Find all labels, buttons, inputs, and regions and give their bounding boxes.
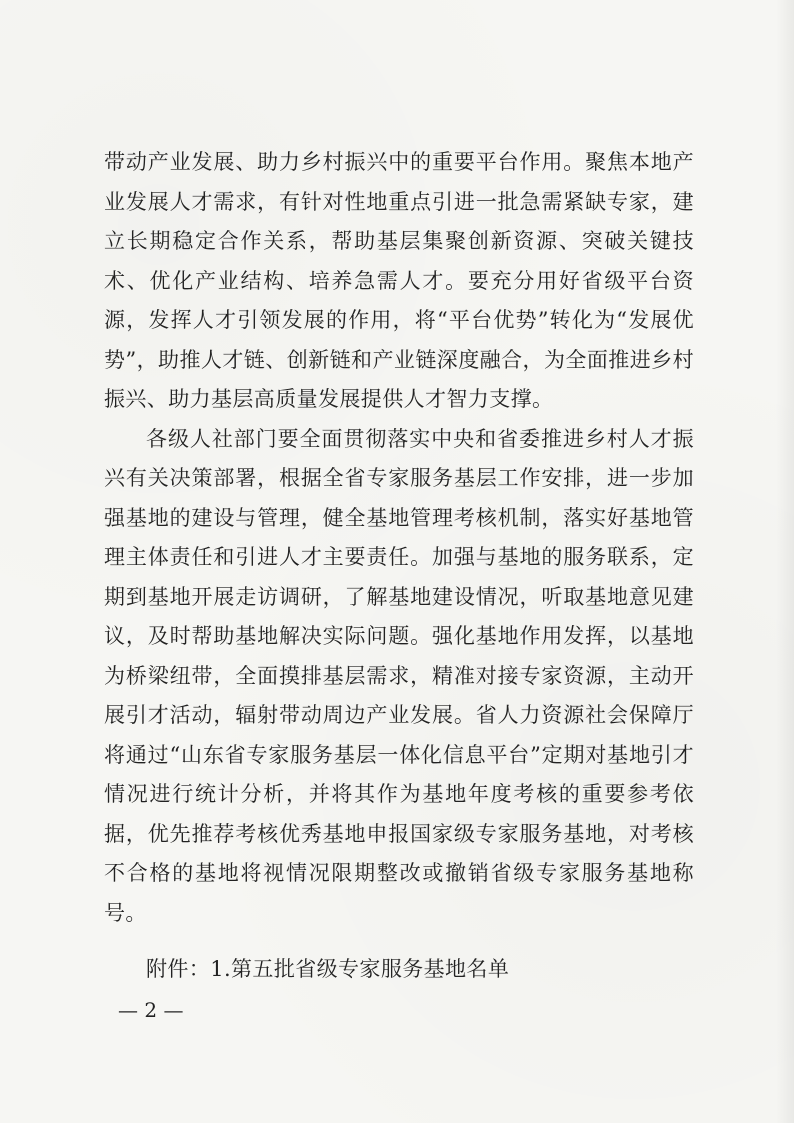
attachment-line: 附件：1.第五批省级专家服务基地名单 [146, 957, 510, 981]
paragraph-2: 各级人社部门要全面贯彻落实中央和省委推进乡村人才振兴有关决策部署，根据全省专家服务基层工作安排，进一步加强基地的建设与管理，健全基地管理考核机制，落实好基地管理主体责任和引进人才主要责任。加强与基地的服务联系，定期到基地开展走访调研，了解基地建设情况，听取基地意见建议，及时帮助基地解决实际问题。强化基地作用发挥，以基地为桥梁纽带，全面摸排基层需求，精准对接专家资源，主动开展引才活动，辐射带动周边产业发展。省人力资源社会保障厅将通过“山东省专家服务基层一体化信息平台”定期对基地引才情况进行统计分析，并将其作为基地年度考核的重要参考依据，优先推荐考核优秀基地申报国家级专家服务基地，对考核不合格的基地将视情况限期整改或撤销省级专家服务基地称号。 [104, 426, 694, 925]
paragraph-1: 带动产业发展、助力乡村振兴中的重要平台作用。聚焦本地产业发展人才需求，有针对性地重点引进一批急需紧缺专家，建立长期稳定合作关系，帮助基层集聚创新资源、突破关键技术、优化产业结构、培养急需人才。要充分用好省级平台资源，发挥人才引领发展的作用，将“平台优势”转化为“发展优势”，助推人才链、创新链和产业链深度融合，为全面推进乡村振兴、助力基层高质量发展提供人才智力支撑。 [104, 150, 694, 411]
page-number: — 2 — [118, 998, 184, 1022]
page-edge-shadow [776, 0, 794, 1123]
document-body [104, 143, 694, 933]
